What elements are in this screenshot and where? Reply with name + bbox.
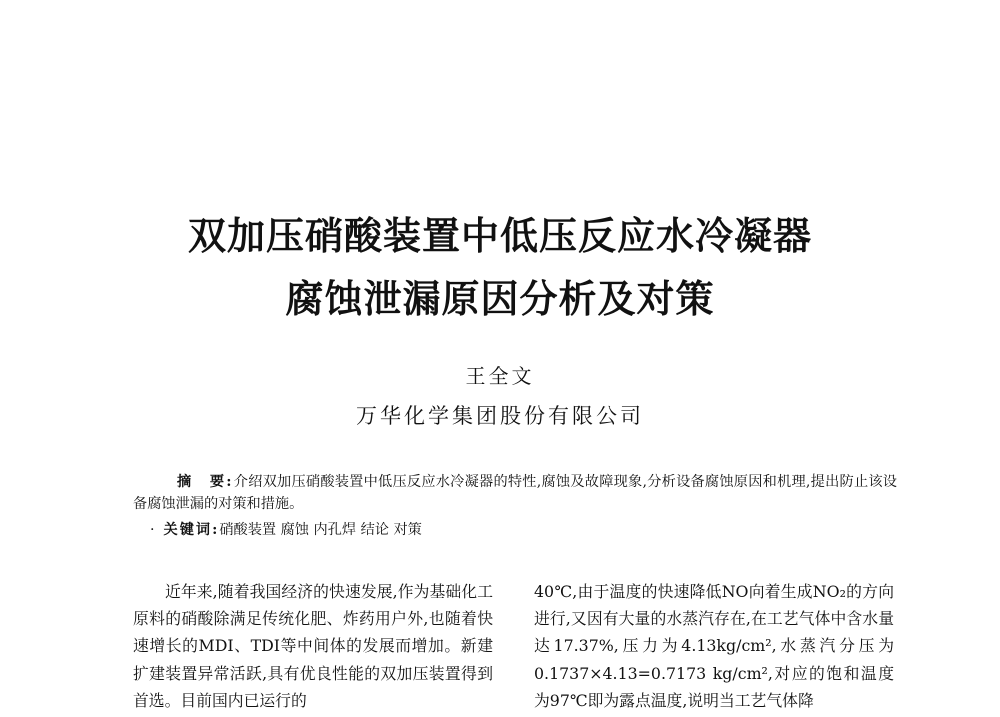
body-right-paragraph: 40℃,由于温度的快速降低NO向着生成NO₂的方向进行,又因有大量的水蒸汽存在,在工艺气体中含水量达17.37%,压力为4.13kg/cm²,水蒸汽分压为0.1737×4.13=0.7173 kg/cm²,对应的饱和温度为97℃即为露点温度,说明当工艺气体降 xyxy=(534,582,894,710)
abstract-text: 介绍双加压硝酸装置中低压反应水冷凝器的特性,腐蚀及故障现象,分析设备腐蚀原因和机理,提出防止该设备腐蚀泄漏的对策和措施。 xyxy=(133,474,897,512)
abstract xyxy=(133,471,897,515)
author-affiliation: 万华化学集团股份有限公司 xyxy=(356,404,644,428)
paper-title-line-2: 腐蚀泄漏原因分析及对策 xyxy=(285,277,715,321)
keywords-label: 关键词: xyxy=(163,522,220,538)
body-left-column xyxy=(133,578,493,714)
body-right-column xyxy=(534,578,894,714)
keywords-text: 硝酸装置 腐蚀 内孔焊 结论 对策 xyxy=(219,522,422,538)
paper-title-line-1: 双加压硝酸装置中低压反应水冷凝器 xyxy=(187,214,812,258)
abstract-label: 摘 要: xyxy=(177,474,234,490)
keywords-bullet: · xyxy=(150,522,155,538)
keywords xyxy=(150,519,890,541)
author-name: 王全文 xyxy=(465,364,535,388)
body-left-paragraph: 近年来,随着我国经济的快速发展,作为基础化工原料的硝酸除满足传统化肥、炸药用户外,也随着快速增长的MDI、TDI等中间体的发展而增加。新建扩建装置异常活跃,具有优良性能的双加压装置得到首选。目前国内已运行的 xyxy=(133,582,493,710)
